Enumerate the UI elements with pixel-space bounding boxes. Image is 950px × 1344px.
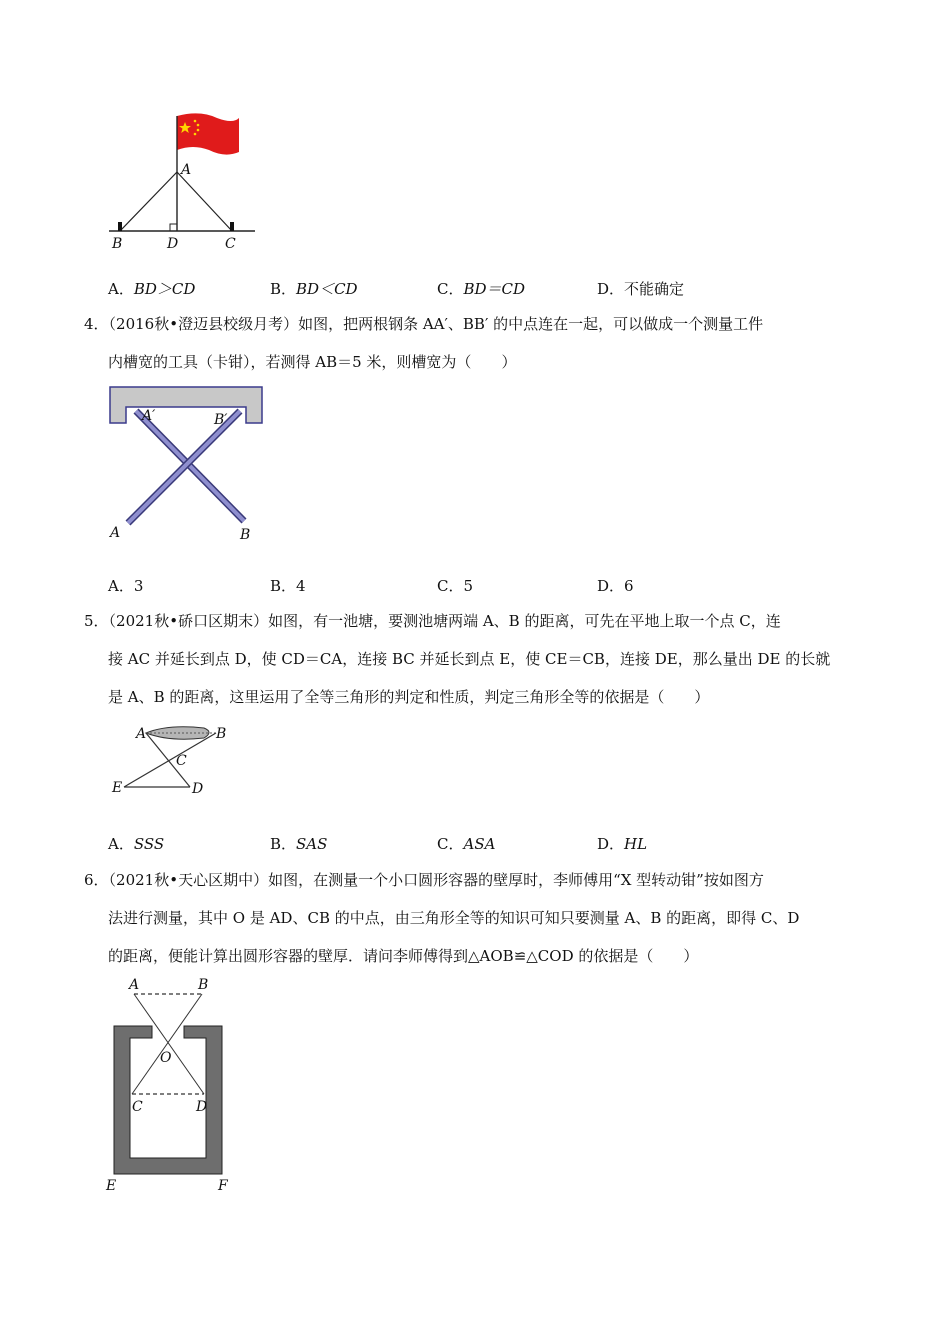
- q6-stem-line-2: 法进行测量，其中 O 是 AD、CB 的中点，由三角形全等的知识可知只要测量 A、B 的距离，即得 C、D: [108, 909, 800, 927]
- q4-caliper-figure: [108, 385, 268, 545]
- q5-pond-figure: [108, 720, 238, 800]
- q6-stem-line-3: 的距离，便能计算出圆形容器的壁厚．请问李师傅得到△AOB≌△COD 的依据是（ ）: [108, 947, 699, 965]
- label-C: C: [132, 1099, 143, 1115]
- label-F: F: [218, 1178, 228, 1194]
- label-C: C: [225, 236, 236, 252]
- q6-container-figure: [104, 974, 244, 1196]
- label-B: B: [112, 236, 123, 252]
- label-D: D: [167, 236, 179, 252]
- q4-stem-line-1: 4．（2016秋•澄迈县校级月考）如图，把两根钢条 AA′、BB′ 的中点连在一起，可以做成一个测量工件: [84, 315, 764, 333]
- label-C: C: [176, 753, 187, 769]
- q3-option-d: D．不能确定: [597, 280, 685, 298]
- label-D: D: [192, 781, 204, 797]
- q3-option-a: A．BD＞CD: [108, 280, 196, 298]
- q3-option-b: B．BD＜CD: [270, 280, 358, 298]
- label-B-prime: B′: [214, 412, 228, 428]
- label-A: A: [181, 162, 192, 178]
- q3-option-c: C．BD＝CD: [437, 280, 526, 298]
- q5-option-c: C．ASA: [437, 835, 496, 853]
- q4-option-c: C．5: [437, 577, 474, 595]
- label-B: B: [198, 977, 209, 993]
- q3-flag-figure: [105, 110, 265, 255]
- q5-option-b: B．SAS: [270, 835, 328, 853]
- q4-stem-line-2: 内槽宽的工具（卡钳），若测得 AB＝5 米，则槽宽为（ ）: [108, 353, 517, 371]
- q4-option-d: D．6: [597, 577, 634, 595]
- label-O: O: [160, 1050, 172, 1066]
- label-B: B: [240, 527, 251, 543]
- label-E: E: [112, 780, 123, 796]
- label-E: E: [106, 1178, 117, 1194]
- label-A: A: [110, 525, 121, 541]
- q5-stem-line-1: 5．（2021秋•硚口区期末）如图，有一池塘，要测池塘两端 A、B 的距离，可先在平地上取一个点 C，连: [84, 612, 781, 630]
- q5-option-d: D．HL: [597, 835, 648, 853]
- label-B: B: [216, 726, 227, 742]
- label-A: A: [129, 977, 140, 993]
- q5-stem-line-3: 是 A、B 的距离，这里运用了全等三角形的判定和性质，判定三角形全等的依据是（ ）: [108, 688, 710, 706]
- q4-option-a: A．3: [108, 577, 144, 595]
- q6-stem-line-1: 6．（2021秋•天心区期中）如图，在测量一个小口圆形容器的壁厚时，李师傅用“X 型转动钳”按如图方: [84, 871, 764, 889]
- label-A: A: [136, 726, 147, 742]
- label-D: D: [196, 1099, 208, 1115]
- q5-option-a: A．SSS: [108, 835, 165, 853]
- flag-icon: [177, 113, 239, 154]
- q5-stem-line-2: 接 AC 并延长到点 D，使 CD＝CA，连接 BC 并延长到点 E，使 CE＝CB，连接 DE，那么量出 DE 的长就: [108, 650, 831, 668]
- q4-option-b: B．4: [270, 577, 306, 595]
- label-A-prime: A′: [142, 408, 156, 424]
